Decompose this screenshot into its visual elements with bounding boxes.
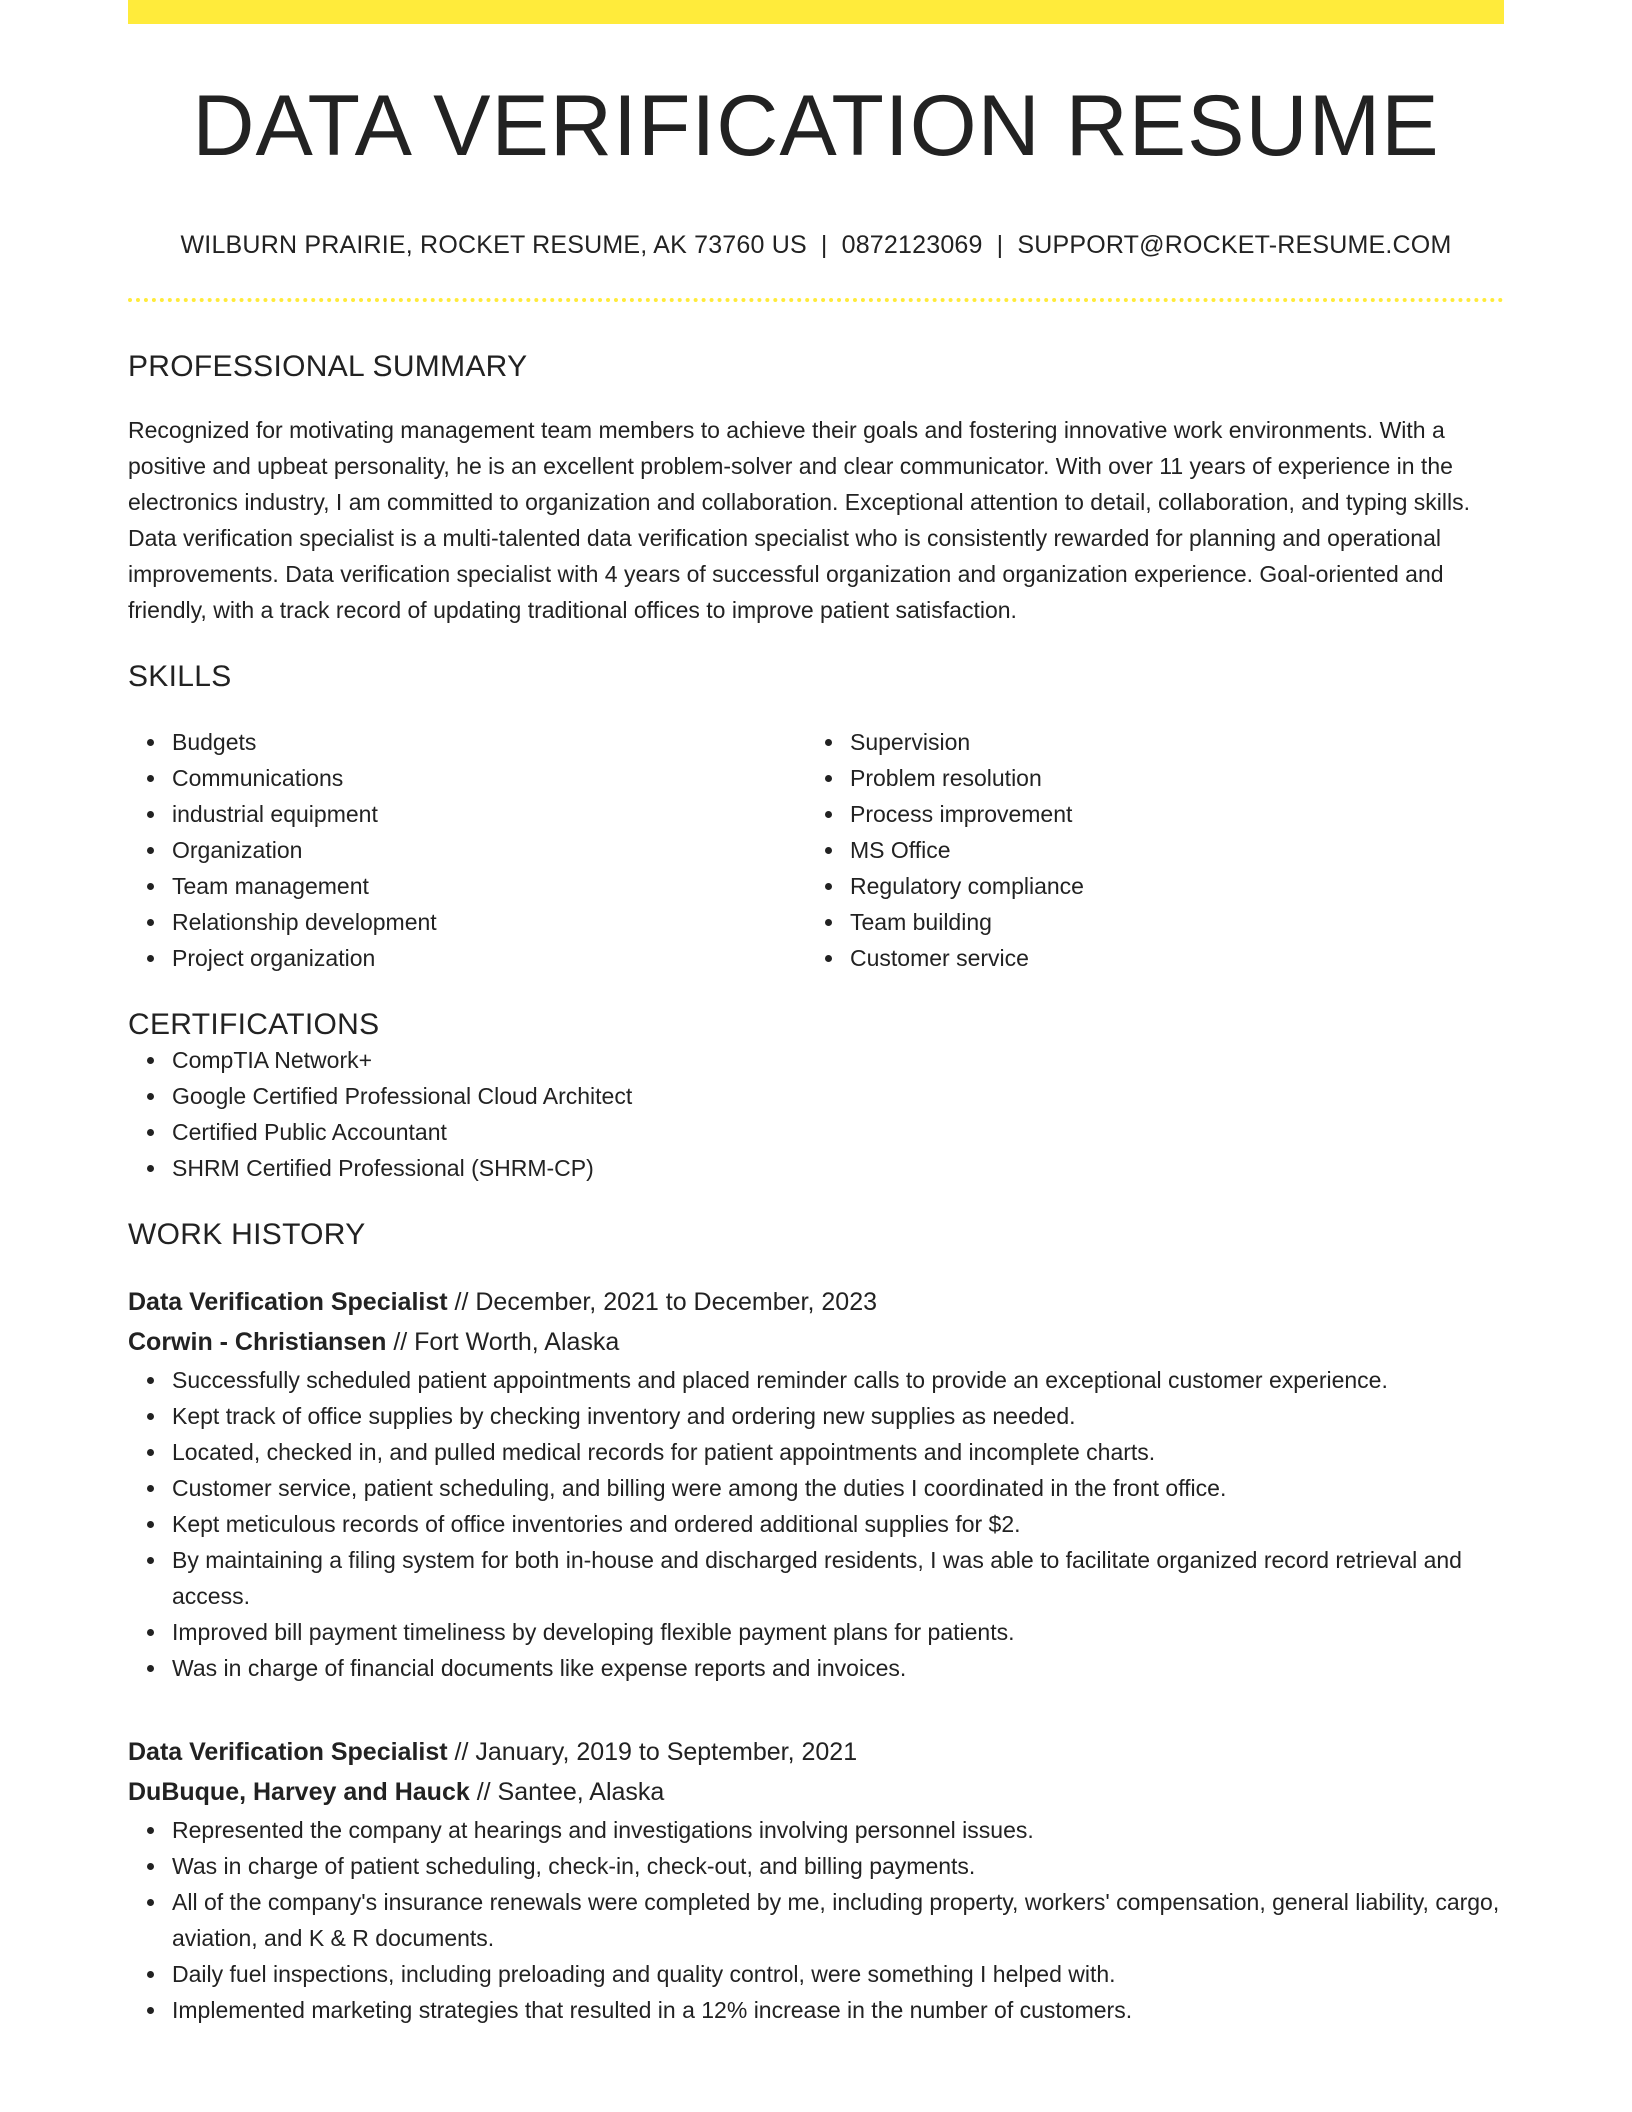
job-bullet: Represented the company at hearings and investigations involving personnel issues. bbox=[172, 1812, 1504, 1848]
contact-address: WILBURN PRAIRIE, ROCKET RESUME, AK 73760 US bbox=[180, 230, 807, 259]
job-company: DuBuque, Harvey and Hauck bbox=[128, 1777, 470, 1806]
contact-separator: | bbox=[996, 230, 1004, 259]
skill-item: Communications bbox=[172, 760, 806, 796]
skill-item: Problem resolution bbox=[850, 760, 1484, 796]
certification-item: CompTIA Network+ bbox=[172, 1042, 1504, 1078]
resume-page bbox=[128, 0, 1504, 2028]
job-dates: // January, 2019 to September, 2021 bbox=[447, 1737, 858, 1766]
contact-phone: 0872123069 bbox=[841, 230, 983, 259]
skill-item: Customer service bbox=[850, 940, 1484, 976]
job-title: Data Verification Specialist bbox=[128, 1287, 448, 1316]
accent-top-bar bbox=[128, 0, 1504, 24]
certifications-list bbox=[128, 1042, 1504, 1186]
summary-text: Recognized for motivating management team members to achieve their goals and fostering innovative work environments. With a positive and upbeat personality, he is an excellent problem-solver and clear communicator. With over 11 years of experience in the electronics industry, I am committed to organization and collaboration. Exceptional attention to detail, collaboration, and typing skills. Data verification specialist is a multi-talented data verification specialist who is consistently rewarded for planning and operational improvements. Data verification specialist with 4 years of successful organization and organization experience. Goal-oriented and friendly, with a track record of updating traditional offices to improve patient satisfaction. bbox=[128, 416, 1470, 623]
skill-item: Organization bbox=[172, 832, 806, 868]
job-bullet: By maintaining a filing system for both in-house and discharged residents, I was able to facilitate organized record retrieval and access. bbox=[172, 1542, 1504, 1614]
job-bullet: Implemented marketing strategies that resulted in a 12% increase in the number of customers. bbox=[172, 1992, 1504, 2028]
job-title: Data Verification Specialist bbox=[128, 1737, 448, 1766]
contact-separator: | bbox=[820, 230, 828, 259]
skill-item: Regulatory compliance bbox=[850, 868, 1484, 904]
job-bullet-list bbox=[128, 1362, 1504, 1686]
job-company-line bbox=[128, 1322, 1504, 1362]
certifications-heading: CERTIFICATIONS bbox=[128, 1007, 380, 1041]
certification-item: Certified Public Accountant bbox=[172, 1114, 1504, 1150]
job-bullet: All of the company's insurance renewals were completed by me, including property, workers' compensation, general liability, cargo, aviation, and K & R documents. bbox=[172, 1884, 1504, 1956]
skill-item: Relationship development bbox=[172, 904, 806, 940]
certification-item: Google Certified Professional Cloud Architect bbox=[172, 1078, 1504, 1114]
job-dates: // December, 2021 to December, 2023 bbox=[447, 1287, 877, 1316]
job-location: // Fort Worth, Alaska bbox=[386, 1327, 620, 1356]
summary-heading: PROFESSIONAL SUMMARY bbox=[128, 349, 528, 383]
skills-column-right bbox=[806, 724, 1484, 976]
job-bullet: Daily fuel inspections, including preloading and quality control, were something I helped with. bbox=[172, 1956, 1504, 1992]
skill-item: Budgets bbox=[172, 724, 806, 760]
dotted-divider bbox=[128, 298, 1504, 302]
skills-list-left bbox=[128, 724, 806, 976]
skill-item: Supervision bbox=[850, 724, 1484, 760]
skill-item: Project organization bbox=[172, 940, 806, 976]
skill-item: Team management bbox=[172, 868, 806, 904]
job-bullet: Was in charge of patient scheduling, check-in, check-out, and billing payments. bbox=[172, 1848, 1504, 1884]
job-entry bbox=[128, 1282, 1504, 1686]
job-title-line bbox=[128, 1732, 1504, 1772]
job-location: // Santee, Alaska bbox=[469, 1777, 665, 1806]
resume-title: DATA VERIFICATION RESUME bbox=[192, 78, 1440, 174]
skills-heading: SKILLS bbox=[128, 659, 232, 693]
job-company: Corwin - Christiansen bbox=[128, 1327, 387, 1356]
job-company-line bbox=[128, 1772, 1504, 1812]
job-bullet-list bbox=[128, 1812, 1504, 2028]
skills-list-right bbox=[806, 724, 1484, 976]
job-entry bbox=[128, 1732, 1504, 2028]
job-bullet: Kept meticulous records of office inventories and ordered additional supplies for $2. bbox=[172, 1506, 1504, 1542]
job-bullet: Successfully scheduled patient appointments and placed reminder calls to provide an exceptional customer experience. bbox=[172, 1362, 1504, 1398]
skills-columns bbox=[128, 724, 1504, 976]
certification-item: SHRM Certified Professional (SHRM-CP) bbox=[172, 1150, 1504, 1186]
skill-item: Team building bbox=[850, 904, 1484, 940]
job-bullet: Kept track of office supplies by checking inventory and ordering new supplies as needed. bbox=[172, 1398, 1504, 1434]
skills-column-left bbox=[128, 724, 806, 976]
job-bullet: Was in charge of financial documents like expense reports and invoices. bbox=[172, 1650, 1504, 1686]
contact-line bbox=[128, 231, 1504, 260]
skill-item: Process improvement bbox=[850, 796, 1484, 832]
skill-item: industrial equipment bbox=[172, 796, 806, 832]
job-bullet: Located, checked in, and pulled medical records for patient appointments and incomplete charts. bbox=[172, 1434, 1504, 1470]
skill-item: MS Office bbox=[850, 832, 1484, 868]
job-bullet: Customer service, patient scheduling, and billing were among the duties I coordinated in the front office. bbox=[172, 1470, 1504, 1506]
work-history-heading: WORK HISTORY bbox=[128, 1217, 366, 1251]
job-title-line bbox=[128, 1282, 1504, 1322]
contact-email: SUPPORT@ROCKET-RESUME.COM bbox=[1017, 230, 1452, 259]
job-bullet: Improved bill payment timeliness by developing flexible payment plans for patients. bbox=[172, 1614, 1504, 1650]
